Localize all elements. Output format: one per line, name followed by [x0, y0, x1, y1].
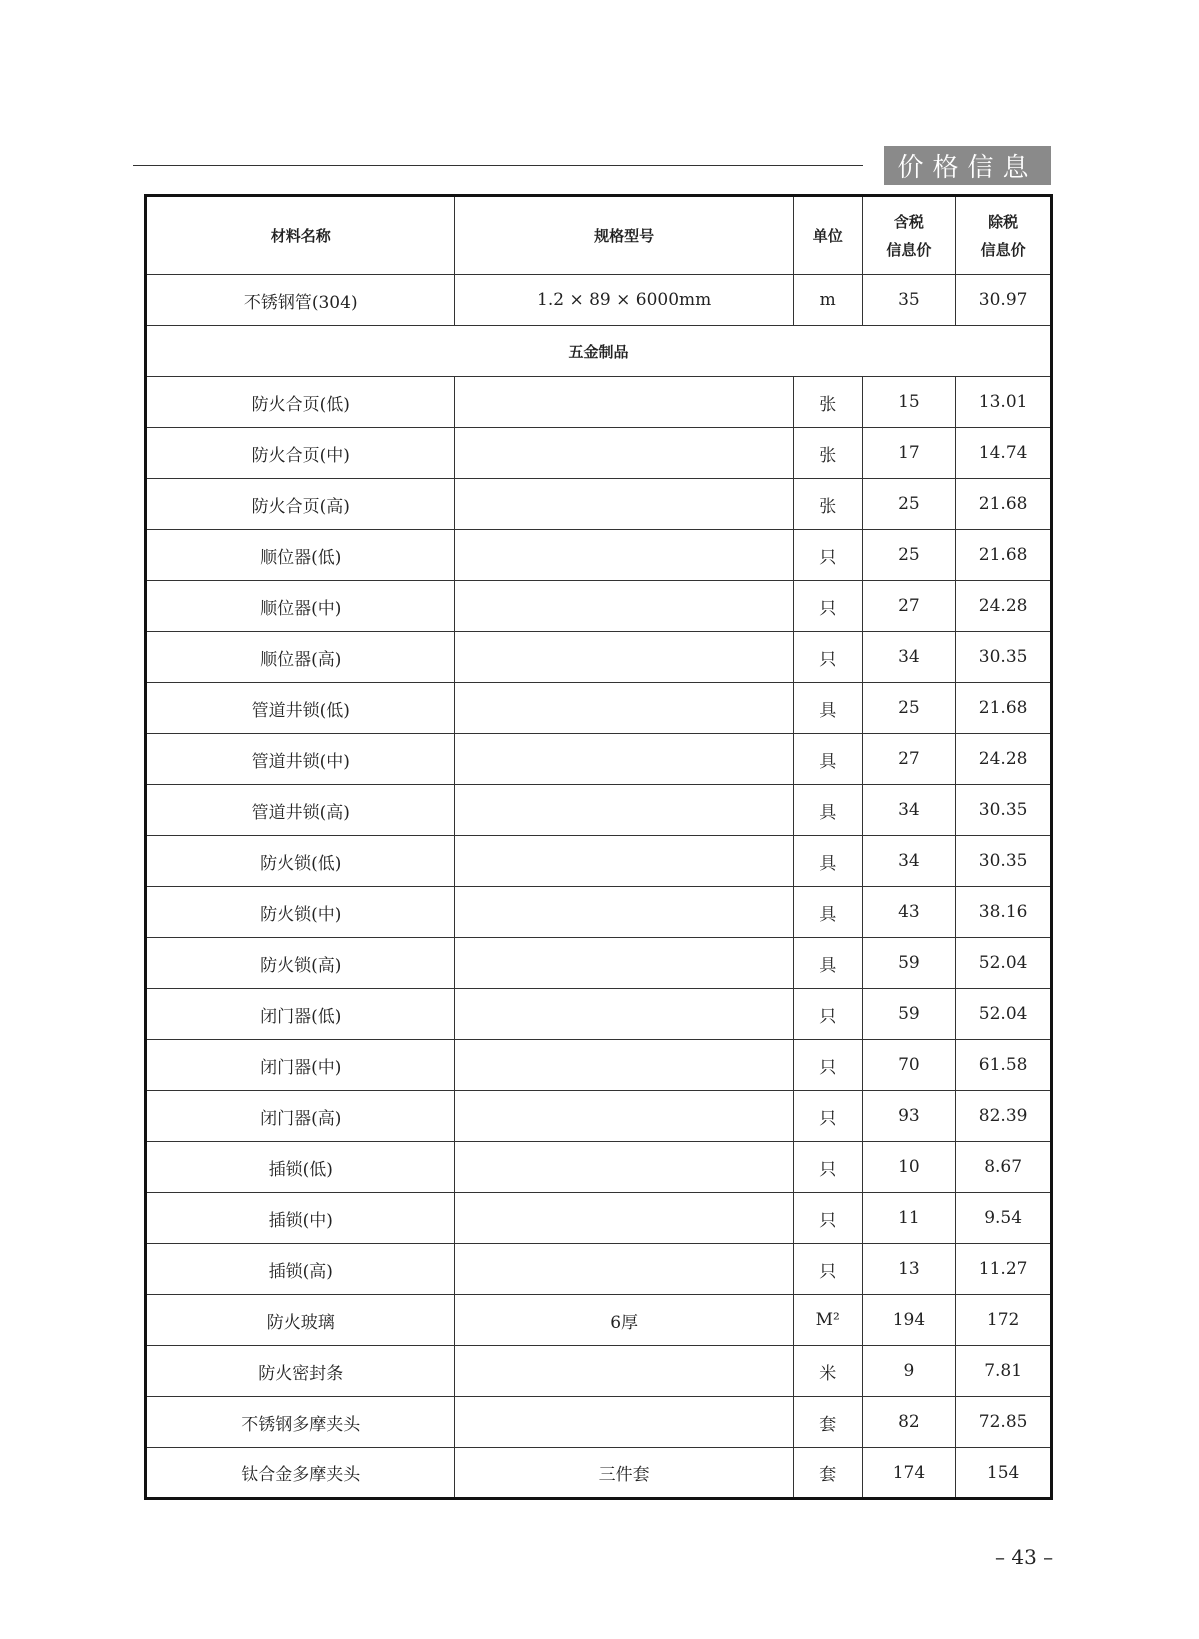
cell-notax-price: 21.68: [956, 683, 1052, 734]
table-row: [146, 938, 1052, 989]
header-notax-price: [956, 196, 1052, 275]
table-row: [146, 1244, 1052, 1295]
cell-spec: [455, 734, 793, 785]
table-row: [146, 1193, 1052, 1244]
cell-notax-price: 30.35: [956, 836, 1052, 887]
cell-tax-price: 25: [862, 683, 956, 734]
cell-tax-price: 27: [862, 734, 956, 785]
cell-unit: 具: [793, 734, 862, 785]
cell-tax-price: 11: [862, 1193, 956, 1244]
cell-notax-price: 61.58: [956, 1040, 1052, 1091]
cell-spec: [455, 785, 793, 836]
cell-name: 管道井锁(高): [146, 785, 455, 836]
cell-notax-price: 154: [956, 1448, 1052, 1499]
table-row: [146, 1346, 1052, 1397]
cell-notax-price: 38.16: [956, 887, 1052, 938]
cell-name: 防火锁(低): [146, 836, 455, 887]
header-tax-price: [862, 196, 956, 275]
cell-spec: [455, 836, 793, 887]
cell-spec: [455, 479, 793, 530]
cell-tax-price: 25: [862, 479, 956, 530]
cell-tax-price: 43: [862, 887, 956, 938]
cell-spec: [455, 683, 793, 734]
cell-unit: 具: [793, 938, 862, 989]
header-notax-line2: 信息价: [980, 240, 1026, 259]
cell-tax-price: 70: [862, 1040, 956, 1091]
table-row: [146, 989, 1052, 1040]
cell-spec: [455, 530, 793, 581]
cell-unit: 只: [793, 989, 862, 1040]
table-row: [146, 1091, 1052, 1142]
cell-unit: 套: [793, 1397, 862, 1448]
cell-notax-price: 8.67: [956, 1142, 1052, 1193]
cell-tax-price: 35: [862, 275, 956, 326]
table-row: [146, 785, 1052, 836]
cell-unit: 张: [793, 428, 862, 479]
cell-spec: [455, 1244, 793, 1295]
cell-name: 防火密封条: [146, 1346, 455, 1397]
cell-unit: 只: [793, 1091, 862, 1142]
cell-spec: [455, 1346, 793, 1397]
header-notax-line1: 除税: [988, 212, 1019, 231]
header-tax-line1: 含税: [893, 212, 924, 231]
cell-notax-price: 52.04: [956, 989, 1052, 1040]
cell-notax-price: 30.35: [956, 785, 1052, 836]
price-table: [144, 194, 1053, 1500]
cell-name: 插锁(高): [146, 1244, 455, 1295]
table-row: [146, 836, 1052, 887]
cell-spec: 1.2 × 89 × 6000mm: [455, 275, 793, 326]
cell-unit: 套: [793, 1448, 862, 1499]
cell-name: 顺位器(中): [146, 581, 455, 632]
cell-spec: [455, 989, 793, 1040]
cell-tax-price: 174: [862, 1448, 956, 1499]
cell-tax-price: 9: [862, 1346, 956, 1397]
cell-notax-price: 21.68: [956, 530, 1052, 581]
cell-notax-price: 172: [956, 1295, 1052, 1346]
cell-spec: [455, 428, 793, 479]
table-row: [146, 632, 1052, 683]
cell-spec: [455, 1091, 793, 1142]
table-row: [146, 1397, 1052, 1448]
table-row: [146, 734, 1052, 785]
cell-name: 防火锁(高): [146, 938, 455, 989]
cell-name: 防火玻璃: [146, 1295, 455, 1346]
cell-unit: 只: [793, 530, 862, 581]
cell-name: 顺位器(低): [146, 530, 455, 581]
table-row: [146, 530, 1052, 581]
cell-spec: [455, 581, 793, 632]
cell-notax-price: 24.28: [956, 734, 1052, 785]
table-row: [146, 275, 1052, 326]
cell-spec: [455, 938, 793, 989]
cell-notax-price: 14.74: [956, 428, 1052, 479]
table-row: [146, 377, 1052, 428]
cell-unit: M²: [793, 1295, 862, 1346]
cell-notax-price: 11.27: [956, 1244, 1052, 1295]
cell-name: 顺位器(高): [146, 632, 455, 683]
category-row: [146, 326, 1052, 377]
cell-tax-price: 34: [862, 632, 956, 683]
cell-notax-price: 9.54: [956, 1193, 1052, 1244]
cell-tax-price: 27: [862, 581, 956, 632]
cell-spec: [455, 377, 793, 428]
cell-name: 不锈钢多摩夹头: [146, 1397, 455, 1448]
cell-spec: [455, 1397, 793, 1448]
cell-spec: [455, 1142, 793, 1193]
cell-tax-price: 194: [862, 1295, 956, 1346]
cell-spec: [455, 1193, 793, 1244]
cell-name: 钛合金多摩夹头: [146, 1448, 455, 1499]
cell-tax-price: 15: [862, 377, 956, 428]
cell-unit: 只: [793, 632, 862, 683]
cell-unit: 具: [793, 887, 862, 938]
cell-spec: 6厚: [455, 1295, 793, 1346]
cell-name: 管道井锁(低): [146, 683, 455, 734]
cell-tax-price: 93: [862, 1091, 956, 1142]
cell-notax-price: 30.35: [956, 632, 1052, 683]
cell-name: 防火合页(高): [146, 479, 455, 530]
category-label: 五金制品: [146, 326, 1052, 377]
header-unit: 单位: [793, 196, 862, 275]
table-row: [146, 683, 1052, 734]
cell-notax-price: 30.97: [956, 275, 1052, 326]
cell-name: 插锁(低): [146, 1142, 455, 1193]
cell-name: 插锁(中): [146, 1193, 455, 1244]
table-row: [146, 1040, 1052, 1091]
cell-unit: 只: [793, 1040, 862, 1091]
table-row: [146, 428, 1052, 479]
cell-spec: [455, 1040, 793, 1091]
cell-name: 闭门器(低): [146, 989, 455, 1040]
table-row: [146, 581, 1052, 632]
cell-notax-price: 72.85: [956, 1397, 1052, 1448]
header-rule: [133, 165, 863, 166]
cell-tax-price: 82: [862, 1397, 956, 1448]
cell-tax-price: 34: [862, 836, 956, 887]
cell-unit: 张: [793, 479, 862, 530]
cell-unit: 具: [793, 785, 862, 836]
cell-name: 不锈钢管(304): [146, 275, 455, 326]
cell-tax-price: 10: [862, 1142, 956, 1193]
cell-notax-price: 21.68: [956, 479, 1052, 530]
cell-tax-price: 13: [862, 1244, 956, 1295]
cell-unit: 张: [793, 377, 862, 428]
cell-spec: 三件套: [455, 1448, 793, 1499]
cell-unit: 只: [793, 1142, 862, 1193]
cell-notax-price: 52.04: [956, 938, 1052, 989]
cell-unit: m: [793, 275, 862, 326]
cell-name: 闭门器(中): [146, 1040, 455, 1091]
cell-notax-price: 82.39: [956, 1091, 1052, 1142]
cell-name: 管道井锁(中): [146, 734, 455, 785]
header-tax-line2: 信息价: [886, 240, 932, 259]
table-header-row: [146, 196, 1052, 275]
table-row: [146, 887, 1052, 938]
cell-tax-price: 59: [862, 989, 956, 1040]
cell-spec: [455, 632, 793, 683]
cell-unit: 具: [793, 683, 862, 734]
table-row: [146, 479, 1052, 530]
cell-tax-price: 25: [862, 530, 956, 581]
table-row: [146, 1142, 1052, 1193]
cell-unit: 具: [793, 836, 862, 887]
cell-tax-price: 17: [862, 428, 956, 479]
cell-notax-price: 24.28: [956, 581, 1052, 632]
cell-name: 防火合页(低): [146, 377, 455, 428]
cell-notax-price: 13.01: [956, 377, 1052, 428]
section-title: 价格信息: [884, 146, 1051, 185]
header-name: 材料名称: [146, 196, 455, 275]
cell-name: 防火锁(中): [146, 887, 455, 938]
cell-notax-price: 7.81: [956, 1346, 1052, 1397]
cell-name: 防火合页(中): [146, 428, 455, 479]
cell-unit: 米: [793, 1346, 862, 1397]
cell-unit: 只: [793, 581, 862, 632]
cell-tax-price: 59: [862, 938, 956, 989]
table-row: [146, 1295, 1052, 1346]
cell-unit: 只: [793, 1244, 862, 1295]
cell-spec: [455, 887, 793, 938]
header-spec: 规格型号: [455, 196, 793, 275]
page-number: – 43 –: [995, 1545, 1054, 1569]
cell-unit: 只: [793, 1193, 862, 1244]
cell-name: 闭门器(高): [146, 1091, 455, 1142]
table-row: [146, 1448, 1052, 1499]
cell-tax-price: 34: [862, 785, 956, 836]
